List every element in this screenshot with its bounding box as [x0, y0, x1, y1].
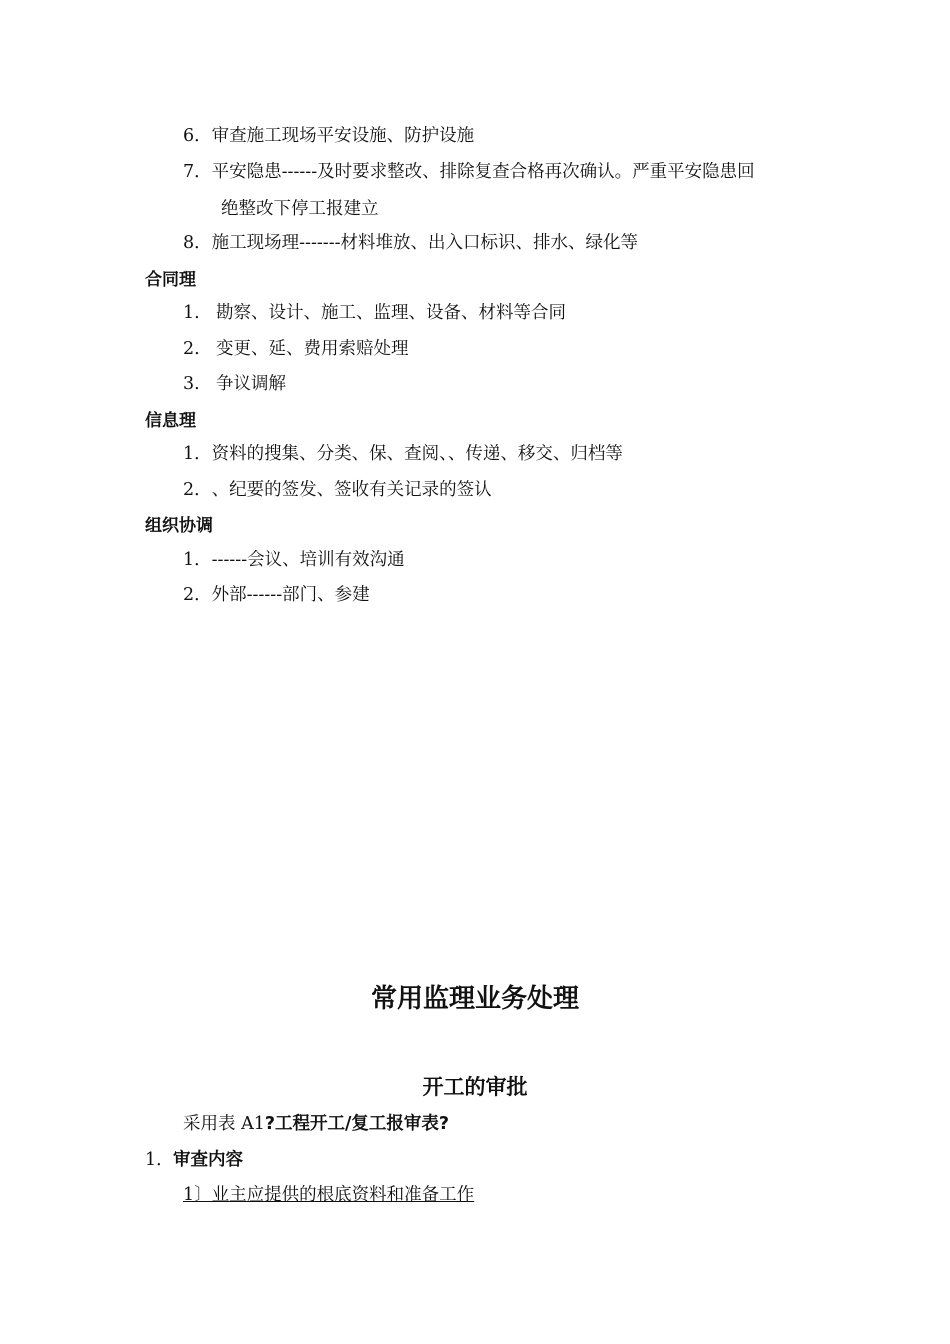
item-number: 2．: [183, 585, 212, 605]
list-item: [183, 373, 286, 395]
review-heading: [145, 1149, 243, 1171]
item-text: 平安隐患------及时要求整改、排除复查合格再次确认。严重平安隐患回: [211, 162, 755, 182]
item-text: 审查施工现场平安设施、防护设施: [211, 126, 475, 146]
list-item: [183, 125, 474, 147]
list-item: [183, 161, 755, 183]
item-number: 7．: [183, 162, 212, 182]
list-item: [183, 584, 370, 606]
item-number: 1.: [183, 303, 200, 323]
item-number: 6．: [183, 126, 212, 146]
item-number: 1．: [145, 1150, 174, 1170]
form-name: ?工程开工/复工报审表?: [264, 1114, 450, 1134]
list-item: [183, 338, 409, 360]
item-number: 3.: [183, 374, 200, 394]
item-number: 2．: [183, 480, 212, 500]
list-item: [183, 549, 405, 571]
item-text: 资料的搜集、分类、保、查阅、、传递、移交、归档等: [211, 444, 623, 464]
form-prefix: 采用表 A1: [183, 1114, 265, 1134]
list-item: [183, 232, 638, 254]
section-heading-info: 信息理: [145, 411, 196, 431]
section-heading-org: 组织协调: [145, 516, 213, 536]
list-item: [183, 479, 492, 501]
item-number: 1．: [183, 444, 212, 464]
review-item: 1〕业主应提供的根底资料和准备工作: [183, 1185, 475, 1205]
item-number: 2.: [183, 339, 200, 359]
review-heading-text: 审查内容: [173, 1150, 243, 1170]
item-number: 1．: [183, 550, 212, 570]
item-text: 施工现场理-------材料堆放、出入口标识、排水、绿化等: [211, 233, 639, 253]
form-reference: [183, 1113, 449, 1135]
list-item-continuation: 绝整改下停工报建立: [221, 199, 379, 219]
item-text: 变更、延、费用索赔处理: [216, 339, 409, 359]
section-heading-contract: 合同理: [145, 270, 196, 290]
list-item: [183, 302, 566, 324]
item-text: ------会议、培训有效沟通: [211, 550, 405, 570]
section-title: 开工的审批: [422, 1075, 528, 1099]
item-text: 勘察、设计、施工、监理、设备、材料等合同: [216, 303, 566, 323]
list-item: [183, 443, 623, 465]
item-number: 8．: [183, 233, 212, 253]
item-text: 外部------部门、参建: [211, 585, 370, 605]
item-text: 争议调解: [216, 374, 286, 394]
page-title: 常用监理业务处理: [370, 984, 579, 1014]
item-text: 、纪要的签发、签收有关记录的签认: [211, 480, 492, 500]
